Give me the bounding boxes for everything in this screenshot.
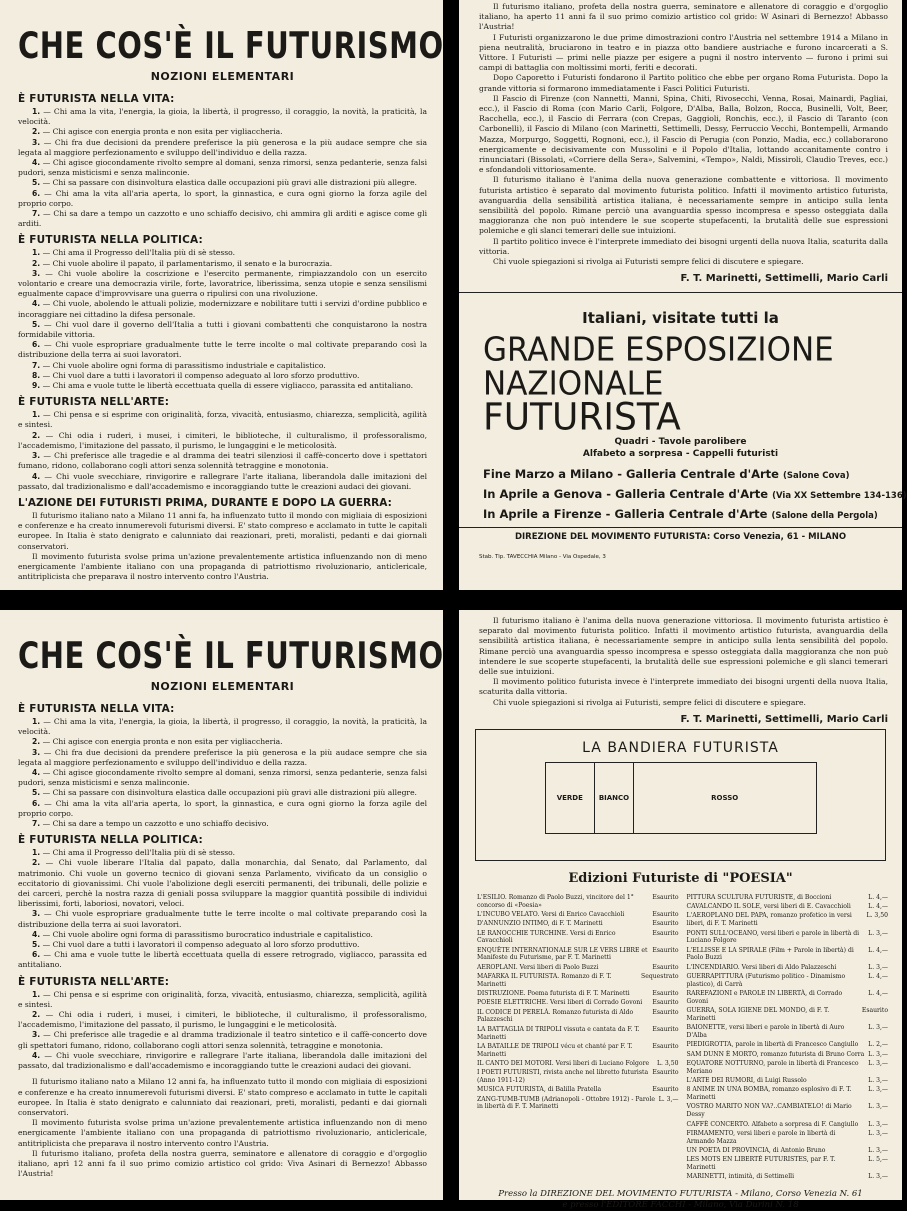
book-title: GUERRAPITTURA (Futurismo politico - Dinamismo plastico), di Carrà <box>686 973 846 988</box>
paragraph: Il partito politico invece è l'interprete immediato dei bisogni urgenti della nuova Italia, scaturita dalla vittoria. <box>479 236 888 256</box>
venue-detail: (Salone Cova) <box>782 471 850 482</box>
book-entry <box>477 1043 679 1059</box>
book-price: Esaurito <box>652 963 679 971</box>
footer-line-2: e presso l'EDITORE FACCHI - Milano, Via Durini N. 18 <box>562 1199 799 1210</box>
book-title: LE RANOCCHIE TURCHINE. Versi di Enrico Cavacchioli <box>477 929 616 945</box>
signature: F. T. Marinetti, Settimelli, Mario Carli <box>680 713 888 725</box>
sections <box>18 703 427 1071</box>
list-item <box>18 158 427 178</box>
book-title: SAM DUNN È MORTO, romanzo futurista di Bruno Corra <box>686 1050 865 1058</box>
book-title: PIEDIGROTTA, parole in libertà di Francesco Cangiullo <box>686 1041 859 1049</box>
venue-line <box>459 507 902 521</box>
item-number: 7. <box>32 360 41 370</box>
venue-main: In Aprile a Firenze - Galleria Centrale d'Arte <box>483 507 768 522</box>
venue-main: Fine Marzo a Milano - Galleria Centrale d'Arte <box>483 467 779 482</box>
item-text: — Chi ama la vita all'aria aperta, lo sport, la ginnastica, e cura ogni giorno la forza agile del proprio corpo. <box>18 798 427 818</box>
book-title: LES MOTS EN LIBERTÉ FUTURISTES, par F. T. Marinetti <box>686 1156 836 1172</box>
list-item <box>18 930 427 940</box>
book-entry <box>687 1024 889 1040</box>
list-item <box>18 819 427 829</box>
book-price: Esaurito <box>652 990 679 998</box>
list-item <box>18 248 427 258</box>
section-heading: È FUTURISTA NELL'ARTE: <box>18 975 170 988</box>
book-entry <box>477 1096 679 1112</box>
book-price: L. 3,— <box>868 1146 888 1154</box>
book-entry <box>687 1103 889 1119</box>
item-text: — Chi vuole, abolendo le attuali polizie, modernizzare e nobilitare tutti i servizi d'ordine pubblico e incoraggiare nei cittadino la difesa personale. <box>18 299 428 319</box>
page-bottom-left <box>0 610 443 1200</box>
paragraph: Il movimento futurista svolse prima un'azione prevalentemente artistica influenzando non di meno energicamente l'ambiente italiano con una propaganda di patriottismo rivoluzionario, anticlericale, antitriplicista che preparava il nostro intervento contro l'Austria. <box>18 551 427 582</box>
paragraph: Il movimento politico futurista invece è l'interprete immediato dei bisogni urgenti della nuova Italia, scaturita dalla vittoria. <box>479 677 888 697</box>
book-entry <box>477 990 679 998</box>
book-price: Esaurito <box>652 999 679 1007</box>
flag-stripe-green: VERDE <box>546 763 596 833</box>
book-entry <box>687 947 889 963</box>
list-item <box>18 371 427 381</box>
book-price: L. 4,— <box>868 946 888 954</box>
book-entry <box>687 990 889 1006</box>
item-number: 9. <box>32 381 41 391</box>
book-title: LA BATTAGLIA DI TRIPOLI vissuta e cantata da F. T. Marinetti <box>477 1025 640 1041</box>
item-text: — Chi agisce con energia pronta e non esita per vigliaccheria. <box>42 737 283 747</box>
item-text: — Chi vuole espropriare gradualmente tutte le terre incolte o mal coltivate preparando così la distribuzione della terra ai suoi lavoratori. <box>18 909 427 929</box>
flag <box>545 762 817 834</box>
book-price: Esaurito <box>652 1008 679 1016</box>
book-column-left <box>477 894 679 1183</box>
signature: F. T. Marinetti, Settimelli, Mario Carli <box>680 273 888 285</box>
item-number: 1. <box>32 848 41 858</box>
list-item <box>18 320 427 340</box>
book-price: L. 5,— <box>868 1156 888 1164</box>
book-entry <box>687 894 889 902</box>
book-title: L'AEROPLANO DEL PAPA, romanzo profetico in versi liberi, di F. T. Marinetti <box>686 912 852 928</box>
item-number: 2. <box>32 1010 41 1020</box>
paragraph: Dopo Caporetto i Futuristi fondarono il Partito politico che ebbe per organo Roma Futurista. Dopo la grande vittoria si formarono immediatamente i Fasci Politici Futuristi. <box>479 73 888 93</box>
item-number: 6. <box>32 340 41 350</box>
item-number: 7. <box>32 209 41 219</box>
paragraph: Il futurismo italiano nato a Milano 11 anni fa, ha influenzato tutto il mondo con migliaia di esposizioni e conferenze e ha creato innumerevoli futurismi diversi. E' stato compreso e acclamato in tutte le capitali europee. In Italia è stato denigrato e calunniato dai reazionari, preti, moralisti, pedanti e dai giornali conservatori. <box>18 510 427 551</box>
list-item <box>18 189 427 209</box>
book-price: L. 4,— <box>868 990 888 998</box>
item-number: 1. <box>32 717 41 726</box>
book-price: L. 3,— <box>868 1103 888 1111</box>
item-number: 3. <box>32 268 41 278</box>
item-text: — Chi agisce giocondamente rivolto sempre al domani, senza rimorsi, senza pedanterie, senza falsi pudori, senza misticismi e senza malinconie. <box>18 768 427 788</box>
book-title: DISTRUZIONE. Poema futurista di F. T. Marinetti <box>477 990 630 998</box>
item-text: — Chi sa dare a tempo un cazzotto e uno schiaffo decisivo, chi ammira gli arditi e agisce come gli arditi. <box>18 209 427 229</box>
list-item <box>18 768 427 788</box>
item-number: 2. <box>32 430 41 440</box>
book-price: Esaurito <box>652 946 679 954</box>
item-text: — Chi pensa e si esprime con originalità, forza, vivacità, entusiasmo, chiarezza, semplicità, agilità e sintesi. <box>18 989 427 1009</box>
book-title: BAIONETTE, versi liberi e parole in libertà di Auro D'Alba <box>686 1024 845 1040</box>
book-entry <box>687 1121 889 1129</box>
book-title: CAFFÈ CONCERTO. Alfabeto a sorpresa di F. Cangiullo <box>686 1120 859 1128</box>
printer-line: Stab. Tip. TAVECCHIA Milano - Via Ospedale, 3 <box>479 554 606 561</box>
book-title: ENQUÊTE INTERNATIONALE SUR LE VERS LIBRE et Manifeste du Futurisme, par F. T. Marinetti <box>477 946 648 962</box>
item-text: — Chi agisce con energia pronta e non esita per vigliaccheria. <box>42 127 283 137</box>
item-number: 2. <box>32 258 41 268</box>
list-item <box>18 381 427 391</box>
item-text: — Chi ama il Progresso dell'Italia più di sè stesso. <box>42 248 236 258</box>
item-number: 4. <box>32 158 41 168</box>
item-text: — Chi sa passare con disinvoltura elastica dalle occupazioni più gravi alle distrazioni più allegre. <box>42 788 417 798</box>
sections <box>18 93 427 492</box>
list-item <box>18 107 427 127</box>
book-entry <box>477 947 679 963</box>
book-price: L. 3,— <box>868 929 888 937</box>
item-number: 3. <box>32 137 41 147</box>
book-price: Esaurito <box>652 1025 679 1033</box>
paragraph: Il futurismo italiano, profeta della nostra guerra, seminatore e allenatore di coraggio e d'orgoglio italiano, aprì 12 anni fa il suo primo comizio artistico col grido: Viva Asinari di Bernezzo! Abbasso l'Austria! <box>18 1148 427 1179</box>
item-number: 2. <box>32 127 41 137</box>
item-number: 2. <box>32 858 41 868</box>
book-price: L. 3,— <box>868 1050 888 1058</box>
book-title: AEROPLANI. Versi liberi di Paolo Buzzi <box>477 963 599 971</box>
item-number: 5. <box>32 940 41 950</box>
venue-main: In Aprile a Genova - Galleria Centrale d'Arte <box>483 487 769 502</box>
item-text: — Chi preferisce alle tragedie e al dramma tradizionale il teatro sintetico e il caffè-concerto dove gli spettatori fumano, ridono, collaborano cogli attori senza solennità, tetraggine e monotonia. <box>18 1030 427 1050</box>
footer <box>459 1189 902 1211</box>
item-text: — Chi agisce giocondamente rivolto sempre al domani, senza rimorsi, senza pedanterie, senza falsi pudori, senza misticismi e senza malinconie. <box>18 158 427 178</box>
book-price: L. 3,— <box>868 1086 888 1094</box>
direction-address: DIREZIONE DEL MOVIMENTO FUTURISTA: Corso Venezia, 61 - MILANO <box>459 527 902 542</box>
ad-intro: Italiani, visitate tutti la <box>582 309 779 328</box>
section-heading: L'AZIONE DEI FUTURISTI PRIMA, DURANTE E DOPO LA GUERRA: <box>18 496 392 509</box>
book-entry <box>477 1009 679 1025</box>
venue-detail: (Salone della Pergola) <box>771 511 878 522</box>
book-entry <box>687 1060 889 1076</box>
item-number: 6. <box>32 798 41 808</box>
item-number: 1. <box>32 248 41 258</box>
book-entry <box>477 964 679 972</box>
book-title: MUSICA FUTURISTA, di Balilla Pratella <box>477 1086 602 1094</box>
item-number: 1. <box>32 410 41 420</box>
item-text: — Chi ama il Progresso dell'Italia più di sè stesso. <box>42 848 236 858</box>
book-title: CAVALCANDO IL SOLE, versi liberi di E. Cavacchioli <box>686 903 851 911</box>
list-item <box>18 909 427 929</box>
book-price: L. 3,50 <box>866 912 888 920</box>
book-entry <box>477 920 679 928</box>
page-title: CHE COS'È IL FUTURISMO <box>18 634 444 677</box>
list-item <box>18 748 427 768</box>
book-price: Esaurito <box>861 1007 888 1015</box>
book-entry <box>687 973 889 989</box>
item-text: — Chi vuole abolire ogni forma di parassitismo burocratico industriale e capitalistico. <box>42 929 373 939</box>
book-catalogue <box>459 894 902 1183</box>
book-title: PITTURA SCULTURA FUTURISTE, di Boccioni <box>686 893 832 901</box>
footer-line-1: Presso la DIREZIONE DEL MOVIMENTO FUTURISTA - Milano, Corso Venezia N. 61 <box>498 1188 863 1199</box>
book-entry <box>687 930 889 946</box>
item-text: — Chi vuole abolire il papato, il parlamentarismo, il senato e la burocrazia. <box>42 258 333 268</box>
paragraph: Il futurismo italiano, profeta della nostra guerra, seminatore e allenatore di coraggio e d'orgoglio italiano, ha aperto 11 anni fa il suo primo comizio artistico col grido: W Asinari di Bernezzo! Abbasso l'Austria! <box>479 2 888 32</box>
list-item <box>18 472 427 492</box>
page-top-right <box>459 0 907 590</box>
item-number: 5. <box>32 319 41 329</box>
ad-headline-1: GRANDE ESPOSIZIONE <box>483 331 834 370</box>
item-number: 1. <box>32 107 41 116</box>
flag-stripe-white: BIANCO <box>595 763 634 833</box>
ad-sub-1: Quadri - Tavole parolibere <box>614 437 747 448</box>
list-item <box>18 361 427 371</box>
item-text: — Chi odia i ruderi, i musei, i cimiteri, le biblioteche, il culturalismo, il professoralismo, l'accademismo, l'imitazione del passato, il purismo, le lungaggini e le meticolosità. <box>18 1010 427 1030</box>
item-text: — Chi vuol dare a tutti i lavoratori il compenso adeguato al loro sforzo produttivo. <box>42 370 360 380</box>
book-price: L. 3,— <box>868 1059 888 1067</box>
book-entry <box>477 894 679 910</box>
list-item <box>18 178 427 188</box>
book-entry <box>477 999 679 1007</box>
book-entry <box>687 1086 889 1102</box>
page-subtitle: NOZIONI ELEMENTARI <box>150 70 295 83</box>
book-title: ZANG-TUMB-TUMB (Adrianopoli - Ottobre 1912) - Parole in libertà di F. T. Marinetti <box>477 1095 656 1111</box>
book-entry <box>687 1041 889 1049</box>
item-text: — Chi fra due decisioni da prendere preferisce la più generosa e la più audace sempre che sia legata al maggiore perfezionamento e sviluppo dell'individuo e della razza. <box>18 137 428 157</box>
book-entry <box>687 1147 889 1155</box>
book-entry <box>477 1069 679 1085</box>
book-title: VOSTRO MARITO NON VA?..CAMBIATELO! di Mario Dessy <box>686 1103 852 1119</box>
item-number: 3. <box>32 909 41 919</box>
book-title: GUERRA, SOLA IGIENE DEL MONDO, di F. T. Marinetti <box>686 1007 830 1022</box>
text-block <box>459 0 902 267</box>
page-title: CHE COS'È IL FUTURISMO <box>18 24 444 67</box>
item-text: — Chi odia i ruderi, i musei, i cimiteri, le biblioteche, il culturalismo, il professoralismo, l'accademismo, l'imitazione del passato, il purismo, le lungaggini e le meticolosità. <box>18 430 427 450</box>
book-entry <box>687 1156 889 1172</box>
venue-line <box>459 467 902 481</box>
page-top-left <box>0 0 443 590</box>
item-number: 8. <box>32 370 41 380</box>
list-item <box>18 940 427 950</box>
book-entry <box>477 1060 679 1068</box>
flag-title: LA BANDIERA FUTURISTA <box>582 739 779 756</box>
book-price: Esaurito <box>652 1042 679 1050</box>
book-price: Esaurito <box>652 910 679 918</box>
section-heading: È FUTURISTA NELLA VITA: <box>18 93 175 105</box>
item-text: — Chi vuole liberare l'Italia dal papato, dalla monarchia, dal Senato, dal Parlamento, dal matrimonio. Chi vuole un governo tecnico di giovani senza Parlamento, vivificato da un consiglio o eccitatorio di giovanissimi. Chi vuole l'abolizione degli eserciti permanenti, dei tribunali, delle polizie e dei carceri, perchè la nostra razza di geniali possa sviluppare la maggior quantità possibile di individui liberissimi, forti, laboriosi, novatori, veloci. <box>18 858 427 909</box>
item-number: 4. <box>32 768 41 778</box>
ad-sub-2: Alfabeto a sorpresa - Cappelli futuristi <box>582 449 779 460</box>
book-entry <box>477 911 679 919</box>
book-title: RAREFAZIONI e PAROLE IN LIBERTÀ, di Corrado Govoni <box>686 990 843 1005</box>
book-price: Sequestrato <box>641 973 679 980</box>
list-item <box>18 1051 427 1071</box>
list-item <box>18 451 427 471</box>
book-title: L'INCENDIARIO. Versi liberi di Aldo Palazzeschi <box>686 963 837 971</box>
paragraph: Il futurismo italiano nato a Milano 12 anni fa, ha influenzato tutto il mondo con migliaia di esposizioni e conferenze e ha creato innumerevoli futurismi diversi. E' stato compreso e acclamato in tutte le capitali europee. In Italia è stato denigrato e calunniato dai reazionari, preti, moralisti, pedanti e dai giornali conservatori. <box>18 1077 427 1117</box>
book-price: L. 3,— <box>868 1077 888 1085</box>
flag-box <box>475 729 886 861</box>
item-number: 6. <box>32 950 41 960</box>
book-entry <box>687 1007 889 1023</box>
item-text: — Chi ama e vuole tutte le libertà eccettuata quella di essere retrogrado, vigliacco, parassita ed antitaliano. <box>18 950 427 970</box>
closing-paragraphs <box>18 1077 427 1179</box>
item-number: 4. <box>32 471 41 481</box>
paragraph: I Futuristi organizzarono le due prime dimostrazioni contro l'Austria nel settembre 1914 a Milano in piena neutralità, bruciarono in teatro e in piazza otto bandiere austriache e furono incarcerati a S. Vittore. I Futuristi — primi nelle piazze per esigere a pugni il nostro intervento — furono i primi sui campi di battaglia con moltissimi morti, feriti e decorati. <box>479 32 888 73</box>
book-title: L'ELLISSE E LA SPIRALE (Film + Parole in libertà) di Paolo Buzzi <box>686 946 854 962</box>
item-text: — Chi vuol dare a tutti i lavoratori il compenso adeguato al loro sforzo produttivo. <box>42 940 360 950</box>
flag-stripe-red: ROSSO <box>711 793 739 802</box>
item-number: 5. <box>32 178 41 188</box>
list-item <box>18 431 427 451</box>
list-item <box>18 1010 427 1030</box>
book-title: PONTI SULL'OCEANO, versi liberi e parole in libertà di Luciano Folgore <box>686 929 860 945</box>
item-text: — Chi vuole espropriare gradualmente tutte le terre incolte o mal coltivate preparando così la distribuzione della terra ai suoi lavoratori. <box>18 340 427 360</box>
venue-detail: (Via XX Settembre 134-136) <box>772 491 907 502</box>
section-heading: È FUTURISTA NELLA VITA: <box>18 703 175 715</box>
section-heading: È FUTURISTA NELLA POLITICA: <box>18 234 203 247</box>
list-item <box>18 737 427 747</box>
section-heading: È FUTURISTA NELL'ARTE: <box>18 396 170 409</box>
book-price: Esaurito <box>652 1069 679 1077</box>
item-number: 6. <box>32 188 41 198</box>
book-price: L. 3,— <box>658 1095 679 1103</box>
paragraph: Il futurismo italiano è l'anima della nuova generazione combattente e vittoriosa. Il movimento futurista artistico è separato dal movimento futurista politico. Infatti il movimento artistico futurista, avanguardia della sensibilità artistica italiana, è necessariamente sempre in anticipo sulla lenta sensibilità del popolo. Rimane perciò una avanguardia spesso incompresa e spesso osteggiata dalla maggioranza che non può intendere le sue scoperte stupefacenti, la brutalità delle sue espressioni polemiche e gli slanci temerari delle sue intuizioni. <box>479 175 888 236</box>
item-number: 4. <box>32 1050 41 1060</box>
list-item <box>18 799 427 819</box>
paragraph: Il Fascio di Firenze (con Nannetti, Manni, Spina, Chiti, Rivosecchi, Venna, Rosai, Mainardi, Pagliai, ecc.), il Fascio di Roma (con Mario Carli, Folgore, D'Alba, Balla, Bolzon, Rocca, Businelli, Volt, Beer, Racchella, ecc.), il Fascio di Ferrara (con Crepas, Gaggioli, Ronchis, ecc.), il Fascio di Taranto (con Carbonelli), il Fascio di Milano (con Marinetti, Settimelli, Dessy, Ferruccio Vecchi, Bontempelli, Armando Mazza, Morpurgo, Soggetti, Rognoni, ecc.), il Fascio di Perugia (con Ponzio, Madia, ecc.) collaborarono energicamente e decisivamente con Mussolini e il Popolo d'Italia, lottando accanitamente contro i rinunciatari (Bissolati, «Corriere della Sera», Salvemini, «Tempo», Naldi, Missiroli, Claudio Treves, ecc.) e sfondandoli vittoriosamente. <box>479 93 888 175</box>
book-price: Esaurito <box>652 920 679 928</box>
book-entry <box>687 903 889 911</box>
paragraph: Chi vuole spiegazioni si rivolga ai Futuristi sempre felici di discutere e spiegare. <box>493 257 804 267</box>
item-number: 3. <box>32 1030 41 1040</box>
list-item <box>18 788 427 798</box>
item-number: 3. <box>32 747 41 757</box>
item-text: — Chi ama e vuole tutte le libertà eccettuata quella di essere vigliacco, parassita ed antitaliano. <box>42 381 414 391</box>
paragraph: Il movimento futurista svolse prima un'azione prevalentemente artistica influenzando non di meno energicamente l'ambiente italiano con una propaganda di patriottismo rivoluzionario, anticlericale, antitriplicista che preparava il nostro intervento contro l'Austria. <box>18 1118 427 1148</box>
book-price: L. 3,50 <box>657 1059 679 1067</box>
book-price: L. 4,— <box>868 973 888 980</box>
book-title: POESIE ELETTRICHE. Versi liberi di Corrado Govoni <box>477 999 643 1007</box>
book-price: L. 3,— <box>868 1024 888 1032</box>
item-number: 3. <box>32 451 41 461</box>
book-entry <box>687 1130 889 1146</box>
book-entry <box>477 1026 679 1042</box>
book-title: L'ESILIO. Romanzo di Paolo Buzzi, vincitore del 1° concorso di «Poesia» <box>477 893 634 909</box>
item-text: — Chi vuole abolire la coscrizione e l'esercito permanente, rimpiazzandolo con un esercito volontario e creare una democrazia virile, forte, lavoratrice, liberissima, senza utopie e senza sensilismi egualmente capace d'improvvisare una guerra o ripulirsi con una rivoluzione. <box>18 268 427 299</box>
book-title: 8 ANIME IN UNA BOMBA, romanzo esplosivo di F. T. Marinetti <box>686 1086 852 1102</box>
item-text: — Chi pensa e si esprime con originalità, forza, vivacità, entusiasmo, chiarezza, semplicità, agilità e sintesi. <box>18 410 427 430</box>
ad-headline-2: NAZIONALE <box>483 365 664 404</box>
book-price: L. 3,— <box>868 1173 888 1181</box>
book-price: L. 2,— <box>868 1041 888 1049</box>
item-text: — Chi preferisce alle tragedie e al dramma dei teatri silenziosi il caffè-concerto dove i spettatori fumano, ridono, collaborano cogli attori senza solennità tetraggine e monotonia. <box>18 451 428 471</box>
book-price: Esaurito <box>652 929 679 937</box>
book-title: D'ANNUNZIO INTIMO, di F. T. Marinetti <box>477 920 603 928</box>
list-item <box>18 410 427 430</box>
book-title: L'ARTE DEI RUMORI, di Luigi Russolo <box>686 1077 807 1085</box>
paragraph: Chi vuole spiegazioni si rivolga ai Futuristi, sempre felici di discutere e spiegare. <box>493 697 806 707</box>
book-price: L. 4,— <box>868 893 888 901</box>
book-entry <box>687 1173 889 1181</box>
item-text: — Chi sa passare con disinvoltura elastica dalle occupazioni più gravi alle distrazioni più allegre. <box>42 178 417 188</box>
list-item <box>18 1030 427 1050</box>
item-number: 1. <box>32 989 41 999</box>
list-item <box>18 717 427 737</box>
item-text: — Chi vuole svecchiare, rinvigorire e rallegrare l'arte italiana, liberandola dalle imitazioni del passato, dal tradizionalismo e dall'accademismo e incoraggiando tutte le creazioni audaci dei giovani. <box>18 1050 427 1071</box>
book-entry <box>687 964 889 972</box>
book-entry <box>687 1051 889 1059</box>
book-entry <box>477 1086 679 1094</box>
item-text: — Chi vuole abolire ogni forma di parassitismo industriale e capitalistico. <box>42 360 326 370</box>
book-price: L. 4,— <box>868 903 888 911</box>
item-text: — Chi vuol dare il governo dell'Italia a tutti i giovani combattenti che conquistarono la nostra formidabile vittoria. <box>18 319 427 340</box>
item-number: 7. <box>32 819 41 829</box>
book-title: EQUATORE NOTTURNO, parole in libertà di Francesco Meriano <box>686 1059 859 1075</box>
book-column-right <box>687 894 889 1183</box>
list-item <box>18 858 427 909</box>
book-title: L'INCUBO VELATO. Versi di Enrico Cavacchioli <box>477 910 625 918</box>
book-price: L. 3,— <box>868 1120 888 1128</box>
ad-headline-3: FUTURISTA <box>483 396 681 440</box>
list-item <box>18 950 427 970</box>
book-title: MARINETTI, intimità, di Settimelli <box>686 1173 795 1181</box>
book-entry <box>477 930 679 946</box>
item-text: — Chi vuole svecchiare, rinvigorire e rallegrare l'arte italiana, liberandola dalle imitazioni del passato, dal tradizionalismo e dall'accademismo e incoraggiando tutte le creazioni audaci dei giovani. <box>18 471 427 491</box>
list-item <box>18 340 427 360</box>
book-title: I POETI FUTURISTI, rivista anche nel libretto futurista (Anno 1911-12) <box>477 1069 649 1085</box>
item-text: — Chi ama la vita, l'energia, la gioia, la libertà, il progresso, il coraggio, la novità, la praticità, la velocità. <box>18 717 427 737</box>
book-entry <box>477 973 679 989</box>
item-number: 4. <box>32 929 41 939</box>
item-text: — Chi ama la vita, l'energia, la gioia, la libertà, il progresso, il coraggio, la novità, la praticità, la velocità. <box>18 107 427 127</box>
item-number: 4. <box>32 299 41 309</box>
book-price: L. 3,— <box>868 1129 888 1137</box>
book-price: Esaurito <box>652 1086 679 1094</box>
page-subtitle: NOZIONI ELEMENTARI <box>150 680 295 693</box>
book-title: IL CANTO DEI MOTORI. Versi liberi di Luciano Folgore <box>477 1059 650 1067</box>
book-title: MAFARKA IL FUTURISTA. Romanzo di F. T. Marinetti <box>477 973 612 988</box>
list-item <box>18 269 427 300</box>
book-title: IL CODICE DI PERELÀ. Romanzo futurista di Aldo Palazzeschi <box>477 1008 634 1024</box>
list-item <box>18 848 427 858</box>
section-heading: È FUTURISTA NELLA POLITICA: <box>18 834 203 847</box>
action-paragraphs <box>18 511 427 582</box>
item-text: — Chi sa dare a tempo un cazzotto e uno schiaffo decisivo. <box>42 819 269 829</box>
book-price: L. 3,— <box>868 963 888 971</box>
item-text: — Chi ama la vita all'aria aperta, lo sport, la ginnastica, e cura ogni giorno la forza agile del proprio corpo. <box>18 188 427 208</box>
list-item <box>18 990 427 1010</box>
paragraph: Il futurismo italiano è l'anima della nuova generazione vittoriosa. Il movimento futurista artistico è separato dal movimento futurista politico. Infatti il movimento artistico futurista, avanguardia della sensibilità artistica italiana, è necessariamente sempre in anticipo sulla lenta sensibilità del popolo. Rimane perciò una avanguardia spesso incompresa e spesso osteggiata dalla maggioranza che non può intendere le sue scoperte stupefacenti, la brutalità delle sue espressioni polemiche e gli slanci temerari delle sue intuizioni. <box>479 616 888 677</box>
venue-line <box>459 487 907 502</box>
item-number: 2. <box>32 737 41 747</box>
book-title: FIRMAMENTO, versi liberi e parole in libertà di Armando Mazza <box>686 1129 836 1145</box>
list-item <box>18 299 427 319</box>
editions-title: Edizioni Futuriste di "POESIA" <box>568 870 793 886</box>
exhibition-ad <box>459 293 907 561</box>
list-item <box>18 127 427 137</box>
list-item <box>18 138 427 158</box>
item-number: 5. <box>32 788 41 798</box>
text-block <box>459 610 902 708</box>
venue-list <box>459 467 907 522</box>
book-title: UN POETA DI PROVINCIA, di Antonio Bruno <box>686 1146 826 1154</box>
book-entry <box>687 1077 889 1085</box>
book-entry <box>687 912 889 928</box>
page-bottom-right <box>459 610 902 1210</box>
list-item <box>18 209 427 229</box>
list-item <box>18 259 427 269</box>
book-title: LA BATAILLE DE TRIPOLI vécu et chanté par F. T. Marinetti <box>477 1042 633 1058</box>
book-price: Esaurito <box>652 893 679 901</box>
item-text: — Chi fra due decisioni da prendere preferisce la più generosa e la più audace sempre che sia legata al maggiore perfezionamento e sviluppo dell'individuo e della razza. <box>18 747 428 767</box>
